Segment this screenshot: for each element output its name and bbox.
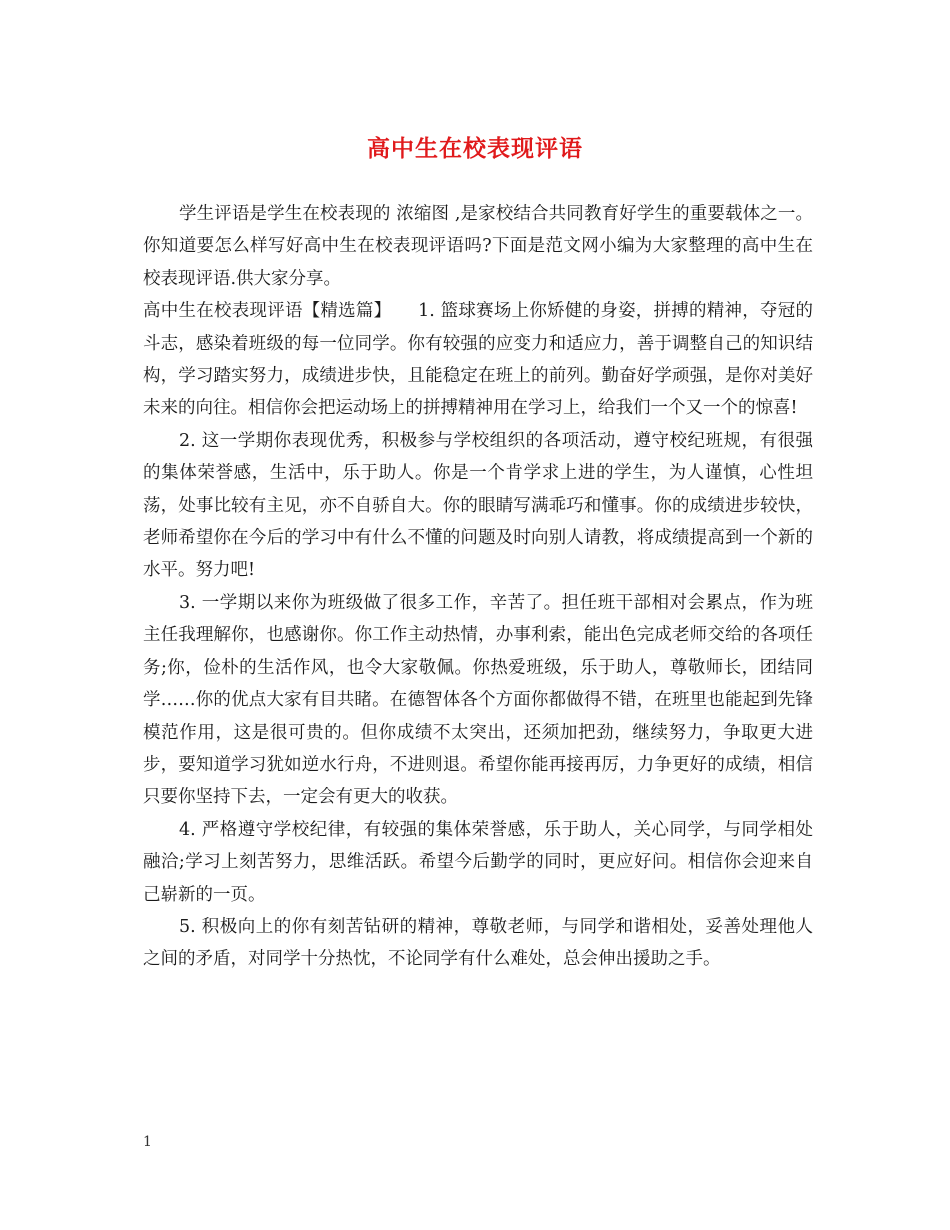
document-body: [143, 198, 813, 976]
comment-paragraph-4: 4. 严格遵守学校纪律，有较强的集体荣誉感，乐于助人，关心同学，与同学相处融洽;学习上刻苦努力，思维活跃。希望今后勤学的同时，更应好问。相信你会迎来自己崭新的一页。: [143, 819, 813, 905]
intro-paragraph: 学生评语是学生在校表现的 浓缩图 ,是家校结合共同教育好学生的重要载体之一。你知道要怎么样写好高中生在校表现评语吗?下面是范文网小编为大家整理的高中生在校表现评语.供大家分享。: [143, 204, 813, 289]
comment-paragraph-5: 5. 积极向上的你有刻苦钻研的精神，尊敬老师，与同学和谐相处，妥善处理他人之间的矛盾，对同学十分热忱，不论同学有什么难处，总会伸出援助之手。: [143, 916, 813, 970]
section-heading-paragraph: 高中生在校表现评语【精选篇】 1. 篮球赛场上你矫健的身姿，拼搏的精神，夺冠的斗志，感染着班级的每一位同学。你有较强的应变力和适应力，善于调整自己的知识结构，学习踏实努力，成绩进步快，且能稳定在班上的前列。勤奋好学顽强，是你对美好未来的向往。相信你会把运动场上的拼搏精神用在学习上，给我们一个又一个的惊喜!: [143, 301, 813, 419]
comment-paragraph-2: 2. 这一学期你表现优秀，积极参与学校组织的各项活动，遵守校纪班规，有很强的集体荣誉感，生活中，乐于助人。你是一个肯学求上进的学生，为人谨慎，心性坦荡，处事比较有主见，亦不自骄自大。你的眼睛写满乖巧和懂事。你的成绩进步较快，老师希望你在今后的学习中有什么不懂的问题及时向别人请教，将成绩提高到一个新的水平。努力吧!: [143, 430, 813, 581]
document-title: 高中生在校表现评语: [367, 135, 583, 162]
page-number: 1: [143, 1134, 152, 1150]
comment-paragraph-3: 3. 一学期以来你为班级做了很多工作，辛苦了。担任班干部相对会累点，作为班主任我理解你，也感谢你。你工作主动热情，办事利索，能出色完成老师交给的各项任务;你，俭朴的生活作风，也令大家敬佩。你热爱班级，乐于助人，尊敬师长，团结同学……你的优点大家有目共睹。在德智体各个方面你都做得不错，在班里也能起到先锋模范作用，这是很可贵的。但你成绩不太突出，还须加把劲，继续努力，争取更大进步，要知道学习犹如逆水行舟，不进则退。希望你能再接再厉，力争更好的成绩，相信只要你坚持下去，一定会有更大的收获。: [143, 592, 813, 808]
